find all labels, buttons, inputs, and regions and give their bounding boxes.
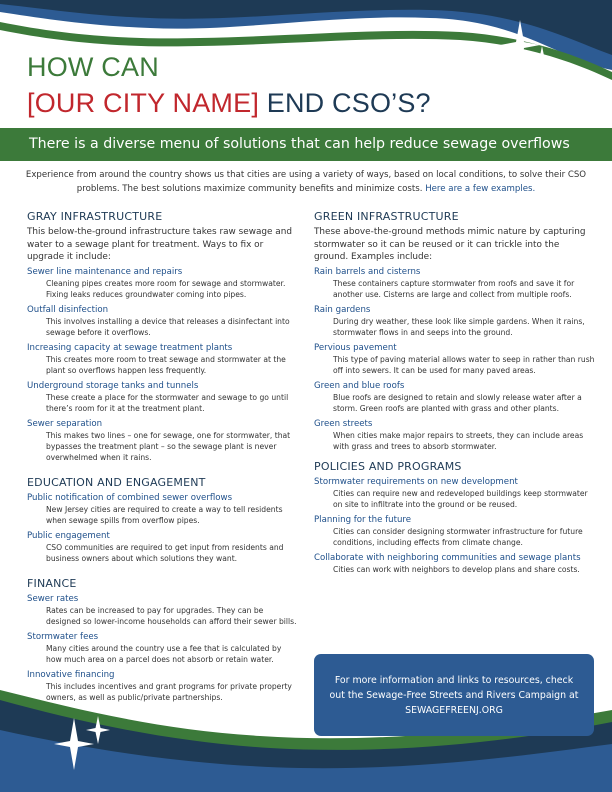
list-item-title: Public engagement [27, 530, 110, 541]
city-name-placeholder: [OUR CITY NAME] [27, 88, 260, 118]
list-item-title: Rain gardens [314, 304, 371, 315]
list-item-desc: Cities can consider designing stormwater infrastructure for future conditions, including effects from climate change. [333, 526, 583, 547]
section-heading-gray: GRAY INFRASTRUCTURE [27, 210, 163, 223]
list-item-title: Increasing capacity at sewage treatment plants [27, 342, 233, 353]
section-desc-green: These above-the-ground methods mimic nature by capturing stormwater so it can be reused or it can trickle into the ground. Examples include: [314, 227, 586, 262]
list-item-title: Planning for the future [314, 514, 412, 525]
section-heading-green: GREEN INFRASTRUCTURE [314, 210, 459, 223]
section-heading-policies: POLICIES AND PROGRAMS [314, 459, 462, 473]
list-item-desc: These create a place for the stormwater and sewage to go until there’s room for it at the treatment plant. [46, 392, 289, 413]
list-item-desc: When cities make major repairs to streets, they can include areas with grass and trees to absorb stormwater. [333, 430, 584, 451]
intro-highlight: Here are a few examples. [425, 184, 536, 194]
list-item-title: Stormwater fees [27, 631, 99, 642]
info-box-text: For more information and links to resources, check out the Sewage-Free Streets and Rivers Campaign at SEWAGEFREENJ.ORG [329, 674, 579, 716]
list-item-title: Green streets [314, 418, 373, 429]
list-item-desc: Blue roofs are designed to retain and slowly release water after a storm. Green roofs are planted with grass and other plants. [333, 392, 582, 413]
list-item-desc: New Jersey cities are required to create a way to tell residents when sewage spills from overflow pipes. [46, 504, 283, 525]
list-item-title: Stormwater requirements on new development [314, 476, 518, 487]
page-title-line-1: HOW CAN [27, 52, 159, 82]
list-item-desc: CSO communities are required to get input from residents and business owners about which solutions they want. [46, 542, 284, 563]
list-item-desc: This makes two lines – one for sewage, one for stormwater, that bypasses the treatment plant – so the sewage plant is never overwhelmed when it rains. [46, 430, 291, 462]
list-item-desc: This creates more room to treat sewage and stormwater at the plant so overflows happen less frequently. [46, 354, 286, 375]
intro-text: Experience from around the country shows us that cities are using a variety of ways, based on local conditions, to solve their CSO problems. The best solutions maximize community benefits and minimize costs. [25, 170, 587, 194]
list-item-title: Collaborate with neighboring communities and sewage plants [314, 552, 581, 563]
page-title-line-2 [27, 88, 431, 118]
right-column [314, 210, 596, 579]
list-item-desc: These containers capture stormwater from roofs and save it for another use. Cisterns are large and collect from multiple roofs. [333, 278, 575, 299]
list-item-desc: Cities can require new and redeveloped buildings keep stormwater on site to infiltrate into the ground or be reused. [333, 488, 588, 509]
list-item-title: Public notification of combined sewer overflows [27, 492, 233, 503]
list-item-desc: During dry weather, these look like simple gardens. When it rains, stormwater flows in and seeps into the ground. [333, 316, 585, 337]
list-item-desc: Many cities around the country use a fee that is calculated by how much area on a parcel does not absorb or retain water. [46, 643, 282, 664]
sparkle-icon [530, 46, 554, 74]
list-item-title: Sewer separation [27, 418, 103, 429]
list-item-title: Pervious pavement [314, 342, 397, 353]
list-item-desc: This type of paving material allows water to seep in rather than rush off into sewers. It can be used for many paved areas. [333, 354, 595, 375]
list-item-desc: Rates can be increased to pay for upgrades. They can be designed so lower-income households can afford their sewer bills. [46, 605, 297, 626]
info-box [314, 654, 594, 736]
intro-paragraph [20, 168, 592, 196]
list-item-title: Innovative financing [27, 669, 115, 680]
list-item-title: Sewer rates [27, 593, 79, 604]
list-item-title: Outfall disinfection [27, 304, 109, 315]
list-item-title: Sewer line maintenance and repairs [27, 266, 183, 277]
section-desc-gray: This below-the-ground infrastructure takes raw sewage and water to a sewage plant for treatment. Ways to fix or upgrade it include: [27, 227, 293, 262]
left-column [27, 210, 297, 707]
subtitle-banner: There is a diverse menu of solutions that can help reduce sewage overflows [0, 128, 612, 161]
page-title-suffix: END CSO’S? [259, 88, 431, 118]
section-heading-finance: FINANCE [27, 576, 77, 590]
list-item-title: Underground storage tanks and tunnels [27, 380, 199, 391]
section-heading-education: EDUCATION AND ENGAGEMENT [27, 475, 206, 489]
list-item-desc: Cities can work with neighbors to develop plans and share costs. [333, 564, 580, 574]
list-item-desc: This involves installing a device that releases a disinfectant into sewage before it overflows. [46, 316, 290, 337]
list-item-desc: This includes incentives and grant programs for private property owners, as well as public/private partnerships. [46, 681, 292, 702]
list-item-desc: Cleaning pipes creates more room for sewage and stormwater. Fixing leaks reduces groundwater coming into pipes. [46, 278, 286, 299]
sparkle-icon [86, 716, 110, 744]
list-item-title: Rain barrels and cisterns [314, 266, 421, 277]
list-item-title: Green and blue roofs [314, 380, 405, 391]
